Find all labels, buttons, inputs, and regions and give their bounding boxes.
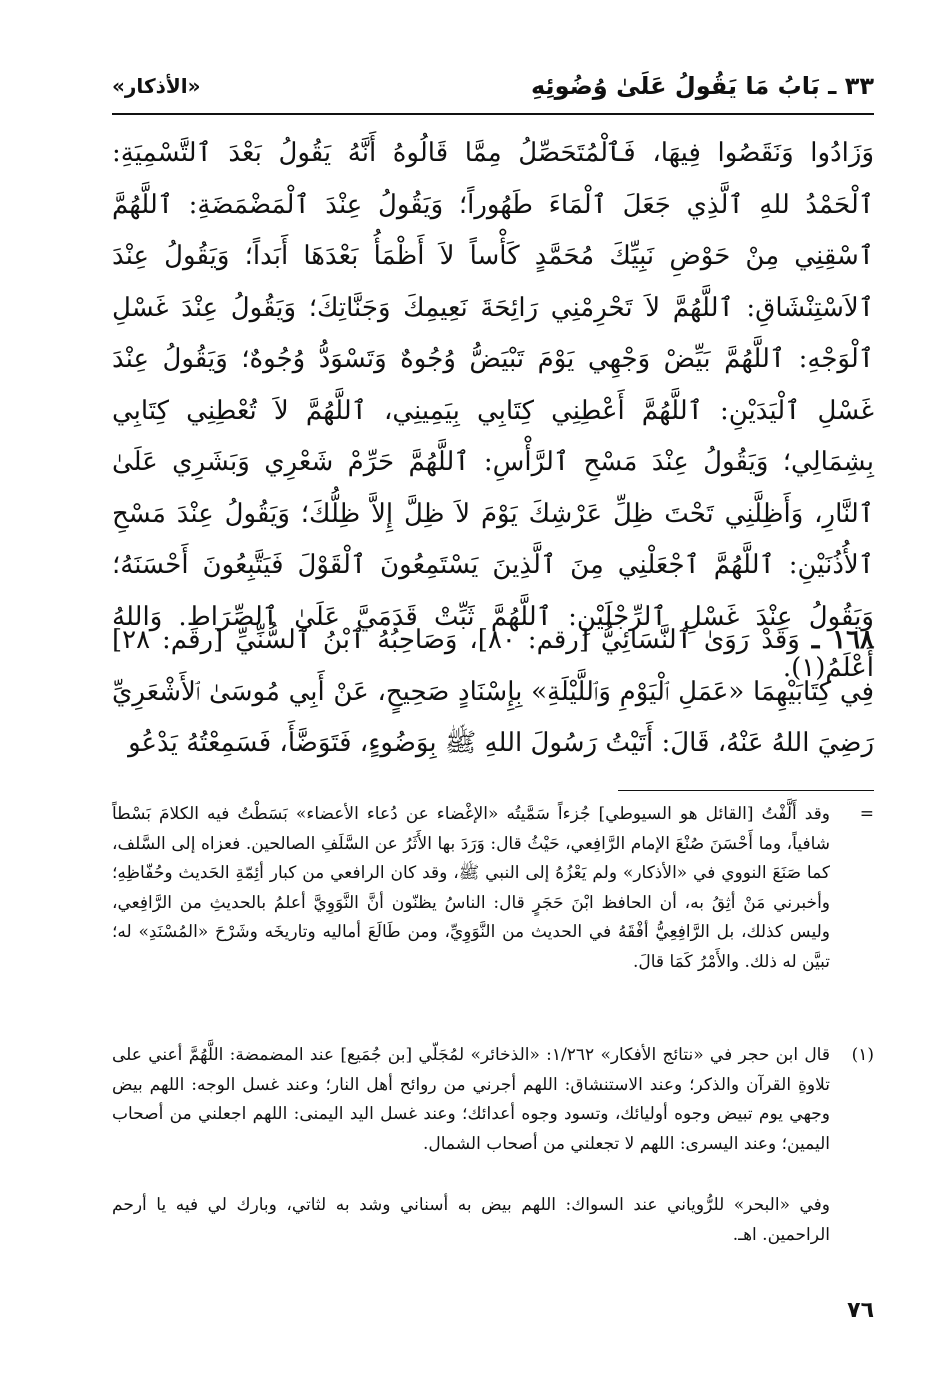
entry-number: ١٦٨ ـ [811, 625, 875, 655]
chapter-title: ٣٣ ـ بَابُ مَا يَقُولُ عَلَىٰ وُضُوئِهِ [531, 72, 874, 100]
page-number: ٧٦ [847, 1298, 874, 1323]
body-paragraph-2 [112, 615, 874, 770]
footnote-rule [618, 790, 874, 791]
footnotes [112, 800, 874, 1250]
main-body [112, 128, 874, 770]
footnote-1-text: قال ابن حجر في «نتائج الأفكار» ١/٢٦٢: «الذخائر» لمُجَلّي [بن جُمَيع] عند المضمضة: اللَّهُمَّ أعني على تلاوةِ القرآن والذكر؛ وعند الاستنشاق: اللهم أجرني من روائح أهل النار؛ وعند غسل الوجه: اللهم بيض وجهي يوم تبيض وجوه أوليائك، وتسود وجوه أعدائك؛ وعند غسل اليد اليمنى: اللهم اجعلني من أصحاب اليمين؛ وعند اليسرى: اللهم لا تجعلني من أصحاب الشمال. [112, 1045, 831, 1154]
footnote-1-marker: (١) [851, 1045, 874, 1065]
body-paragraph-1: وَزَادُوا وَنَقَصُوا فِيهَا، فَٱلْمُتَحَصِّلُ مِمَّا قَالُوهُ أَنَّهُ يَقُولُ بَعْدَ ٱلتَّسْمِيَةِ: ٱلْحَمْدُ للهِ ٱلَّذِي جَعَلَ ٱلْمَاءَ طَهُوراً؛ وَيَقُولُ عِنْدَ ٱلْمَضْمَضَةِ: ٱللَّهُمَّ ٱسْقِنِي مِنْ حَوْضِ نَبِيِّكَ مُحَمَّدٍ كَأْساً لاَ أَظْمَأُ بَعْدَهَا أَبَداً؛ وَيَقُولُ عِنْدَ ٱلاَسْتِنْشَاقِ: ٱللَّهُمَّ لاَ تَحْرِمْنِي رَائِحَةَ نَعِيمِكَ وَجَنَّاتِكَ؛ وَيَقُولُ عِنْدَ غَسْلِ ٱلْوَجْهِ: ٱللَّهُمَّ بَيِّضْ وَجْهِي يَوْمَ تَبْيَضُّ وُجُوهٌ وَتَسْوَدُّ وُجُوهٌ؛ وَيَقُولُ عِنْدَ غَسْلِ ٱلْيَدَيْنِ: ٱللَّهُمَّ أَعْطِنِي كِتَابِي بِيَمِينِي، ٱللَّهُمَّ لاَ تُعْطِنِي كِتَابِي بِشِمَالِي؛ وَيَقُولُ عِنْدَ مَسْحِ ٱلرَّأْسِ: ٱللَّهُمَّ حَرِّمْ شَعْرِي وَبَشَرِي عَلَىٰ ٱلنَّارِ، وَأَظِلَّنِي تَحْتَ ظِلِّ عَرْشِكَ يَوْمَ لاَ ظِلَّ إِلاَّ ظِلُّكَ؛ وَيَقُولُ عِنْدَ مَسْحِ ٱلأُذُنَيْنِ: ٱللَّهُمَّ ٱجْعَلْنِي مِنَ ٱلَّذِينَ يَسْتَمِعُونَ ٱلْقَوْلَ فَيَتَّبِعُونَ أَحْسَنَهُ؛ وَيَقُولُ عِنْدَ غَسْلِ ٱلرِّجْلَيْنِ: ٱللَّهُمَّ ثَبِّتْ قَدَمَيَّ عَلَىٰ ٱلصِّرَاطِ. وَاللهُ أَعْلَمُ(١). [112, 138, 874, 683]
book-title: «الأذكار» [112, 74, 201, 98]
entry-text: وَقَدْ رَوَىٰ ٱلنَّسَائِيُّ [رقم: ٨٠]، وَصَاحِبُهُ ٱبْنُ ٱلسُّنِّيِّ [رقم: ٢٨] فِي كِتَابَيْهِمَا «عَمَلِ ٱلْيَوْمِ وَٱللَّيْلَةِ» بِإِسْنَادٍ صَحِيحٍ، عَنْ أَبِي مُوسَىٰ ٱلأَشْعَرِيِّ رَضِيَ اللهُ عَنْهُ، قَالَ: أَتَيْتُ رَسُولَ اللهِ ﷺ بِوَضُوءٍ، فَتَوَضَّأَ، فَسَمِعْتُهُ يَدْعُو [112, 625, 874, 758]
footnote-continuation [112, 800, 874, 1038]
footnote-continuation-marker: = [859, 804, 874, 824]
running-header [112, 64, 874, 108]
footnote-1-extra: وفي «البحر» للرُّوياني عند السواك: اللهم بيض به أسناني وشد به لثاتي، وبارك لي فيه يا أرحم الراحمين. اهـ. [112, 1195, 830, 1245]
footnote-continuation-text: وقد أَلَّفْتُ [القائل هو السيوطي] جُزءاً سَمَّيتُه «الإغْضاء عن دُعاء الأعضاء» بَسَطْتُ فيه الكلامَ بَسْطاً شافياً، وما أَحْسَنَ صُنْعَ الإمام الرَّافِعي، حَيْثُ قال: وَرَدَ بها الأَثَرُ عن السَّلَفِ الصالحين. فعزاه إلى السَّلف، كما صَنَعَ النووي في «الأذكار» ولم يَعْزُهُ إلى النبي ﷺ، وقد كان الرافعي من كبار أئِمّةِ الحَديث وحُفّاظِهِ؛ وأخبرني مَنْ أثِقُ به، أن الحافظ ابْنَ حَجَرٍ قال: الناسُ يظنّون أنَّ النَّوَوِيَّ أعلمُ بالحديثِ من الرَّافِعي، وليس كذلك، بل الرَّافِعِيُّ أفْقَهُ في الحديث من النَّوَوِيِّ، ومن طَالَعَ أماليه وتاريخَه وشَرْحَ «المُسْنَدِ» له؛ تبيَّن له ذلك. والأَمْرُ كَمَا قالَ. [112, 804, 830, 972]
header-rule [112, 113, 874, 115]
footnote-1 [112, 1041, 874, 1250]
